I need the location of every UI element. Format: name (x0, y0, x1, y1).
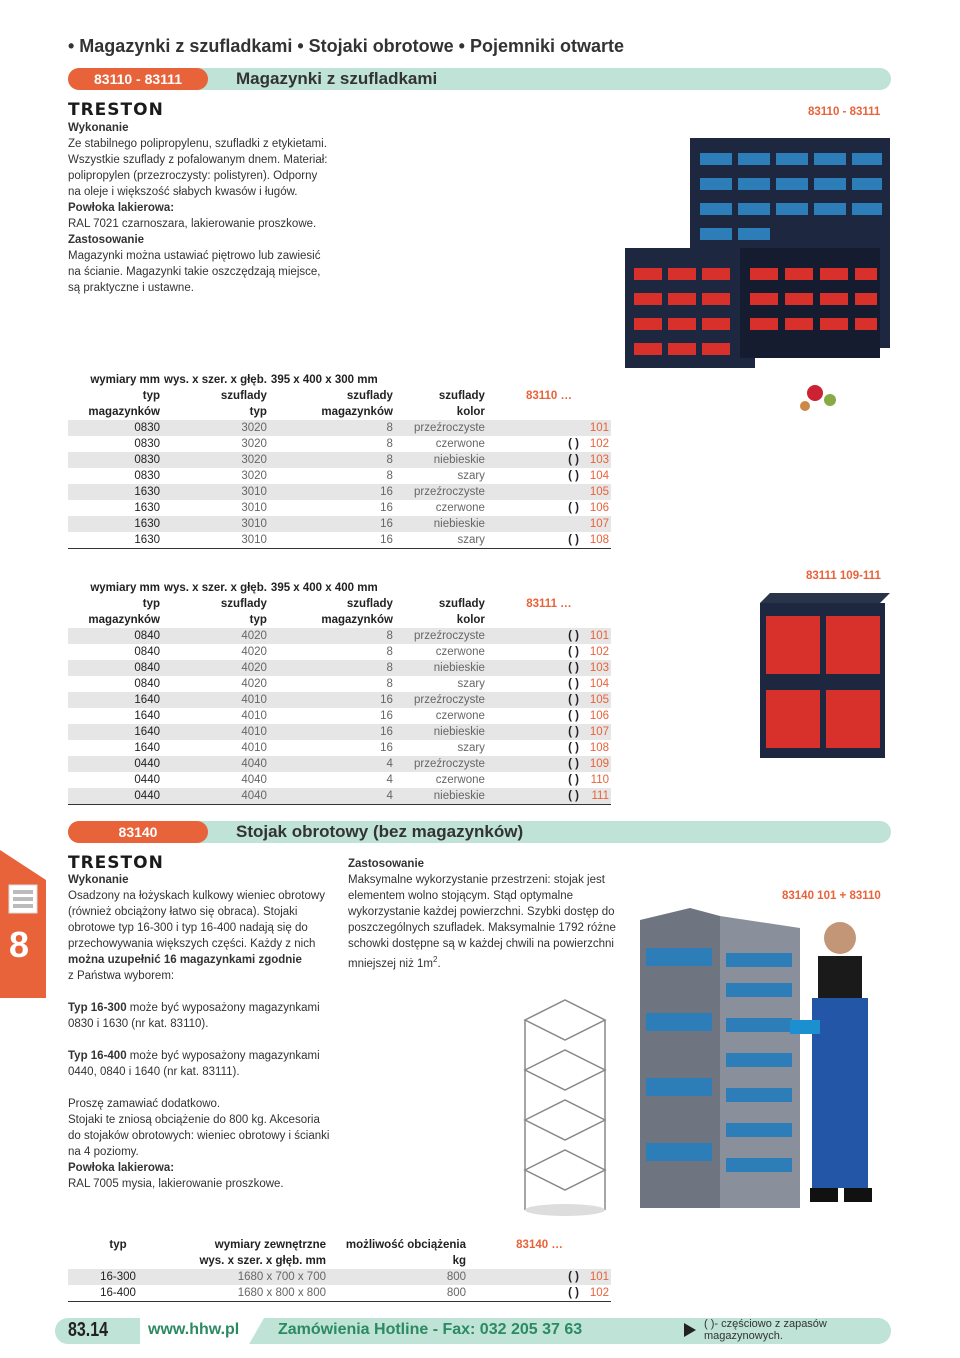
text-line: do stojaków obrotowych: wieniec obrotowy i ścianki (68, 1130, 330, 1142)
table-header: magazynków (88, 614, 160, 626)
section-code: 83110 - 83111 (68, 68, 208, 90)
table-header: wymiary mm (90, 582, 160, 594)
type-label: Typ 16-300 (68, 1002, 127, 1014)
text-line: na oleje i większość słabych kwasów i ługów. (68, 186, 298, 198)
table-header: 83140 … (516, 1239, 563, 1251)
table-header: 395 x 400 x 300 mm (270, 374, 378, 386)
table-row: 0840 4020 8 czerwone ( ) 102 (134, 646, 609, 658)
table-header: szuflady (220, 390, 267, 402)
text-line: elementem wolno stojącym. Stąd optymalne (348, 890, 573, 902)
wykonanie-heading: Wykonanie (68, 122, 129, 134)
text-line: może być wyposażony magazynkami (126, 1050, 320, 1062)
table-row: 1630 3010 16 przeźroczyste 105 (68, 484, 611, 500)
website-link[interactable]: www.hhw.pl (148, 1321, 240, 1338)
arrow-right-icon (684, 1323, 696, 1337)
extra-info (68, 1096, 338, 1192)
rack-platform-image (520, 960, 620, 1220)
section2-application (348, 856, 618, 972)
table-header: wys. x szer. x głęb. mm (199, 1255, 326, 1267)
table-row: 1640 4010 16 czerwone ( ) 106 (134, 710, 609, 722)
text-line: na ścianie. Magazynki takie oszczędzają miejsce, (68, 266, 321, 278)
text-line: może być wyposażony magazynkami (126, 1002, 320, 1014)
table-header: szuflady (438, 598, 485, 610)
powloka-heading: Powłoka lakierowa: (68, 202, 175, 214)
table-header: wymiary mm (90, 374, 160, 386)
table-header: szuflady (220, 598, 267, 610)
table-row: 1640 4010 16 szary ( ) 108 (134, 742, 609, 754)
table-header: magazynków (321, 406, 393, 418)
table-header: 395 x 400 x 400 mm (270, 582, 378, 594)
chapter-number: 8 (9, 924, 30, 965)
wykonanie-heading: Wykonanie (68, 874, 129, 886)
drawer-cabinets-image (620, 128, 910, 428)
table-header: wymiary zewnętrzne (214, 1239, 326, 1251)
table-header: wys. x szer. x głęb. (164, 582, 267, 594)
text-line: . (437, 957, 441, 970)
footer-note-line: ( )- częściowo z zapasów (704, 1318, 827, 1330)
text-line: można uzupełnić 16 magazynkami zgodnie (68, 954, 302, 966)
image-label: 83110 - 83111 (808, 106, 881, 118)
table-header: możliwość obciążenia (345, 1239, 466, 1251)
spec-table-83140 (68, 1237, 611, 1302)
spec-table-83111 (68, 580, 611, 805)
rotating-rack-image (640, 908, 890, 1218)
table-header: typ (249, 406, 267, 418)
table-row: 0830 3020 8 niebieskie ( ) 103 (68, 452, 611, 468)
table-row: 0830 3020 8 przeźroczyste 101 (68, 420, 611, 436)
section2-description (68, 872, 338, 984)
table-header: kolor (456, 614, 485, 626)
type-400-note (68, 1048, 338, 1080)
section-title: Magazynki z szufladkami (236, 69, 438, 88)
brand-logo: TRESTON (68, 853, 164, 873)
brand-logo: TRESTON (68, 100, 164, 120)
text-line: Maksymalne wykorzystanie przestrzeni: stojak jest (348, 874, 605, 886)
superscript: 2 (433, 955, 438, 964)
zastosowanie-heading: Zastosowanie (68, 234, 145, 246)
footer-note (704, 1318, 827, 1342)
table-row: 16-400 1680 x 800 x 800 800 ( ) 102 (68, 1285, 611, 1301)
text-line: Wszystkie szuflady z pofalowanym dnem. Materiał: (68, 154, 328, 166)
page-number: 83.14 (68, 1319, 109, 1341)
text-line: poszczególnych szufladek. Maksymalnie 1792 różne (348, 922, 616, 934)
table-header: typ (142, 390, 160, 402)
text-line: przechowywania większych części. Każdy z nich (68, 938, 316, 950)
text-line: Proszę zamawiać dodatkowo. (68, 1098, 221, 1110)
table-row: 0830 3020 8 szary ( ) 104 (134, 470, 609, 482)
section-code: 83140 (68, 821, 208, 843)
table-row: 0830 3020 8 czerwone ( ) 102 (134, 438, 609, 450)
table-header: szuflady (438, 390, 485, 402)
table-header: szuflady (346, 390, 393, 402)
zastosowanie-heading: Zastosowanie (348, 858, 425, 870)
table-row: 0440 4040 4 czerwone ( ) 110 (134, 774, 609, 786)
table-header: kg (452, 1255, 466, 1267)
image-label: 83140 101 + 83110 (782, 890, 881, 902)
image-label: 83111 109-111 (806, 570, 881, 582)
text-line: obrotowe typ 16-300 i typ 16-400 nadają się do (68, 922, 308, 934)
text-line: wykorzystanie każdej powierzchni. Szybki dostęp do (348, 906, 615, 918)
text-line: Osadzony na łożyskach kulkowy wieniec obrotowy (68, 890, 325, 902)
table-row: 1630 3010 16 czerwone ( ) 106 (134, 502, 609, 514)
table-row: 0840 4020 8 przeźroczyste ( ) 101 (68, 628, 611, 644)
hotline-text: Zamówienia Hotline - Fax: 032 205 37 63 (278, 1321, 583, 1338)
table-header: 83111 … (526, 598, 572, 610)
text-line: RAL 7005 mysia, lakierowanie proszkowe. (68, 1178, 284, 1190)
text-line: polipropylen (przezroczysty: polistyren). Odporny (68, 170, 318, 182)
powloka-heading: Powłoka lakierowa: (68, 1162, 175, 1174)
table-header (68, 1253, 168, 1269)
table-row: 0440 4040 4 przeźroczyste ( ) 109 (68, 756, 611, 772)
spec-table-83110 (68, 372, 611, 549)
table-header: szuflady (346, 598, 393, 610)
text-line: (również obciążony łatwo się obraca). Stojaki (68, 906, 298, 918)
table-row: 16-300 1680 x 700 x 700 800 ( ) 101 (68, 1269, 611, 1285)
table-header: magazynków (88, 406, 160, 418)
table-row: 0840 4020 8 szary ( ) 104 (134, 678, 609, 690)
section1-description (68, 120, 348, 296)
text-line: Stojaki te zniosą obciążenie do 800 kg. Akcesoria (68, 1114, 320, 1126)
text-line: na 4 poziomy. (68, 1146, 139, 1158)
text-line: Ze stabilnego polipropylenu, szufladki z etykietami. (68, 138, 327, 150)
footer-note-line: magazynowych. (704, 1330, 783, 1342)
table-row: 0440 4040 4 niebieskie ( ) 111 (68, 788, 611, 804)
text-line: są praktyczne i ustawne. (68, 282, 194, 294)
table-header: typ (142, 598, 160, 610)
table-row: 1630 3010 16 szary ( ) 108 (68, 532, 611, 548)
text-line: RAL 7021 czarnoszara, lakierowanie proszkowe. (68, 218, 317, 230)
table-header: wys. x szer. x głęb. (164, 374, 267, 386)
table-header: kolor (456, 406, 485, 418)
table-header: magazynków (321, 614, 393, 626)
table-row: 0840 4020 8 niebieskie ( ) 103 (68, 660, 611, 676)
large-drawer-cabinet-image (750, 588, 895, 763)
text-line: 0830 i 1630 (nr kat. 83110). (68, 1018, 209, 1030)
type-label: Typ 16-400 (68, 1050, 127, 1062)
text-line: schowki dostępne są w każdej chwili na powierzchni (348, 938, 614, 950)
table-header: typ (109, 1239, 127, 1251)
table-header: 83110 … (525, 390, 572, 402)
text-line: Magazynki można ustawiać piętrowo lub zawiesić (68, 250, 321, 262)
page-title: • Magazynki z szufladkami • Stojaki obrotowe • Pojemniki otwarte (68, 36, 625, 56)
table-header: typ (249, 614, 267, 626)
text-line: 0440, 0840 i 1640 (nr kat. 83111). (68, 1066, 240, 1078)
table-row: 1630 3010 16 niebieskie 107 (68, 516, 611, 532)
table-row: 1640 4010 16 przeźroczyste ( ) 105 (68, 692, 611, 708)
catalog-icon (7, 883, 39, 915)
type-300-note (68, 1000, 338, 1032)
text-line: mniejszej niż 1m (348, 957, 433, 970)
text-line: z Państwa wyborem: (68, 970, 175, 982)
table-row: 1640 4010 16 niebieskie ( ) 107 (68, 724, 611, 740)
section-title: Stojak obrotowy (bez magazynków) (236, 822, 524, 841)
